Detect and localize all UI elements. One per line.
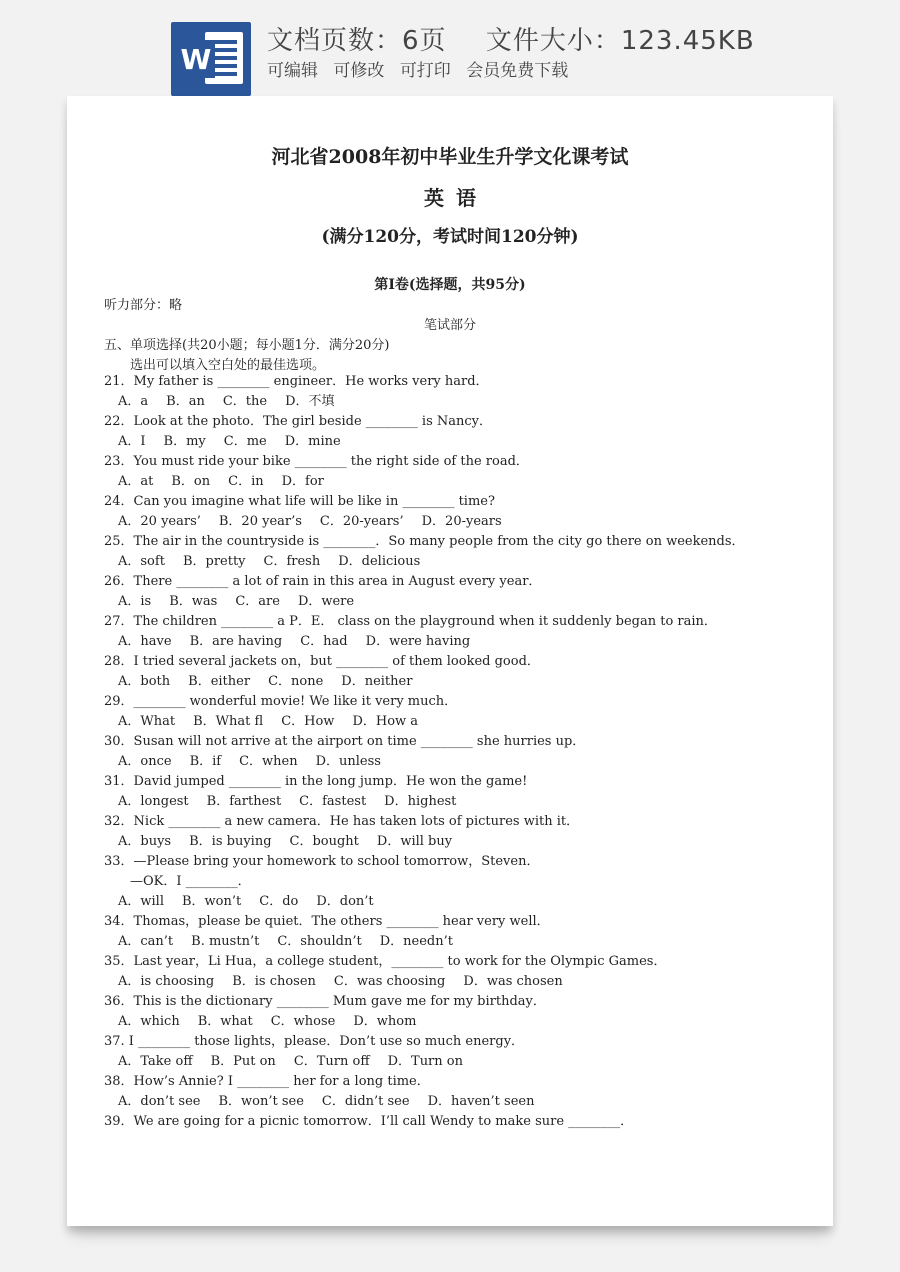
word-document-icon [171,22,251,96]
option-row [104,892,804,912]
word-line [213,40,237,44]
section-title: 第I卷(选择题，共95分) [374,277,526,293]
answer-option: B．farthest [206,794,282,809]
question-stem: 23．You must ride your bike ________ the right side of the road． [104,454,529,469]
question-stem: 38．How’s Annie? I ________ her for a long time． [104,1074,430,1089]
option-row [104,392,804,412]
question-stem: 36．This is the dictionary ________ Mum gave me for my birthday． [104,994,546,1009]
answer-option: C．shouldn’t [277,934,362,949]
answer-option: D．20-years [421,514,502,529]
answer-option: D．was chosen [463,974,563,989]
answer-option: A．Take off [118,1054,193,1069]
answer-option: C．me [223,434,267,449]
answer-option: D．were having [365,634,471,649]
answer-option: D．haven’t seen [427,1094,535,1109]
answer-option: B．if [189,754,222,769]
subject-title: 英语 [424,186,488,210]
answer-option: C．whose [270,1014,336,1029]
part5-instruction: 选出可以填入空白处的最佳选项。 [130,358,326,373]
answer-option: A．What [118,714,176,729]
answer-option: D．highest [384,794,457,809]
answer-option: A．at [118,474,154,489]
answer-option: A．longest [118,794,189,809]
question-stem: 27．The children ________ a P．E． class on the playground when it suddenly began to rain． [104,614,717,629]
listening-note: 听力部分：略 [104,298,183,313]
answer-option: D．How a [352,714,419,729]
answer-option: B．What fl [193,714,264,729]
answer-option: C．in [228,474,264,489]
question-stem: 26．There ________ a lot of rain in this area in August every year． [104,574,542,589]
document-page [67,96,833,1226]
written-heading: 笔试部分 [423,318,476,333]
question-continuation: —OK．I ________． [130,874,251,889]
question-stem: 25．The air in the countryside is ________．So many people from the city go there on weekends． [104,534,745,549]
answer-option: C．when [239,754,298,769]
answer-option: B．an [166,394,205,409]
exam-title: 河北省2008年初中毕业生升学文化课考试 [271,146,629,168]
answer-option: D．Turn on [387,1054,463,1069]
answer-option: D．were [297,594,355,609]
word-line [213,48,237,52]
word-line [213,56,237,60]
answer-option: B．won’t see [218,1094,304,1109]
option-row [104,552,804,572]
option-row [104,472,804,492]
answer-option: C．none [268,674,324,689]
question-stem: 33．—Please bring your homework to school tomorrow，Steven． [104,854,540,869]
answer-option: C．didn’t see [321,1094,410,1109]
answer-option: B．either [188,674,251,689]
answer-option: A．both [118,674,171,689]
answer-option: A．don’t see [118,1094,201,1109]
answer-option: D．whom [353,1014,417,1029]
answer-option: D．mine [284,434,341,449]
option-row [104,792,804,812]
question-list [104,372,804,1132]
option-row [104,1012,804,1032]
question-stem: 34．Thomas，please be quiet．The others ________ hear very well． [104,914,550,929]
answer-option: A．have [118,634,172,649]
answer-option: A．20 years’ [118,514,201,529]
option-row [104,1092,804,1112]
feature-editable: 可编辑 [267,61,318,81]
answer-option: A．is choosing [118,974,215,989]
answer-option: D．unless [315,754,381,769]
option-row [104,712,804,732]
word-line [213,64,237,68]
answer-option: B．is chosen [232,974,316,989]
answer-option: A．can’t [118,934,174,949]
answer-option: B．on [171,474,211,489]
answer-option: A．soft [118,554,165,569]
answer-option: C．do [259,894,299,909]
answer-option: C．are [235,594,280,609]
answer-option: B．20 year’s [218,514,302,529]
answer-option: C．Turn off [293,1054,370,1069]
option-row [104,1052,804,1072]
answer-option: D．will buy [376,834,453,849]
question-stem: 29．________ wonderful movie! We like it very much． [104,694,458,709]
answer-option: A．once [118,754,172,769]
answer-option: D．needn’t [379,934,453,949]
option-row [104,632,804,652]
answer-option: C．had [300,634,348,649]
word-line [213,72,237,76]
answer-option: A．a [118,394,149,409]
feature-free-download: 会员免费下载 [466,61,569,81]
option-row [104,752,804,772]
answer-option: C．bought [289,834,359,849]
option-row [104,672,804,692]
answer-option: B. mustn’t [191,934,260,949]
answer-option: C．How [281,714,335,729]
answer-option: B．what [197,1014,253,1029]
score-note: (满分120分，考试时间120分钟) [321,227,579,247]
answer-option: B．was [169,594,218,609]
answer-option: C．the [222,394,268,409]
question-stem: 32．Nick ________ a new camera．He has taken lots of pictures with it． [104,814,580,829]
file-meta [267,20,785,57]
answer-option: D．don’t [316,894,374,909]
download-banner [0,0,900,96]
feature-list [267,56,578,81]
answer-option: B．my [163,434,206,449]
question-stem: 31．David jumped ________ in the long jump．He won the game! [104,774,528,789]
answer-option: A．which [118,1014,180,1029]
answer-option: B．pretty [182,554,246,569]
question-stem: 35．Last year，Li Hua，a college student，________ to work for the Olympic Games． [104,954,667,969]
question-stem: 39．We are going for a picnic tomorrow．I’ll call Wendy to make sure ________． [104,1114,634,1129]
question-stem: 22．Look at the photo．The girl beside ________ is Nancy． [104,414,493,429]
option-row [104,432,804,452]
option-row [104,512,804,532]
question-stem: 21．My father is ________ engineer．He works very hard． [104,374,489,389]
answer-option: B．Put on [210,1054,276,1069]
part5-title: 五、单项选择(共20小题；每小题1分．满分20分) [104,338,390,353]
question-stem: 37. I ________ those lights，please．Don’t use so much energy． [104,1034,525,1049]
answer-option: A．I [118,434,146,449]
answer-option: A．will [118,894,164,909]
page-count: 文档页数：6页 [267,26,447,56]
question-stem: 24．Can you imagine what life will be like in ________ time? [104,494,495,509]
option-row [104,832,804,852]
answer-option: D．delicious [338,554,421,569]
answer-option: C．20-years’ [319,514,404,529]
file-size: 文件大小：123.45KB [485,26,755,56]
answer-option: C．was choosing [333,974,446,989]
answer-option: A．is [118,594,152,609]
answer-option: C．fastest [299,794,367,809]
option-row [104,972,804,992]
answer-option: D．不填 [285,394,335,409]
feature-printable: 可打印 [399,61,451,81]
answer-option: B．won’t [182,894,242,909]
answer-option: D．neither [341,674,413,689]
answer-option: C．fresh [263,554,321,569]
answer-option: A．buys [118,834,172,849]
answer-option: B．is buying [189,834,272,849]
answer-option: B．are having [189,634,283,649]
feature-modifiable: 可修改 [333,61,385,81]
word-letter: W [177,40,215,78]
answer-option: D．for [281,474,324,489]
option-row [104,592,804,612]
option-row [104,932,804,952]
question-stem: 30．Susan will not arrive at the airport on time ________ she hurries up． [104,734,586,749]
question-stem: 28．I tried several jackets on，but ________ of them looked good． [104,654,540,669]
